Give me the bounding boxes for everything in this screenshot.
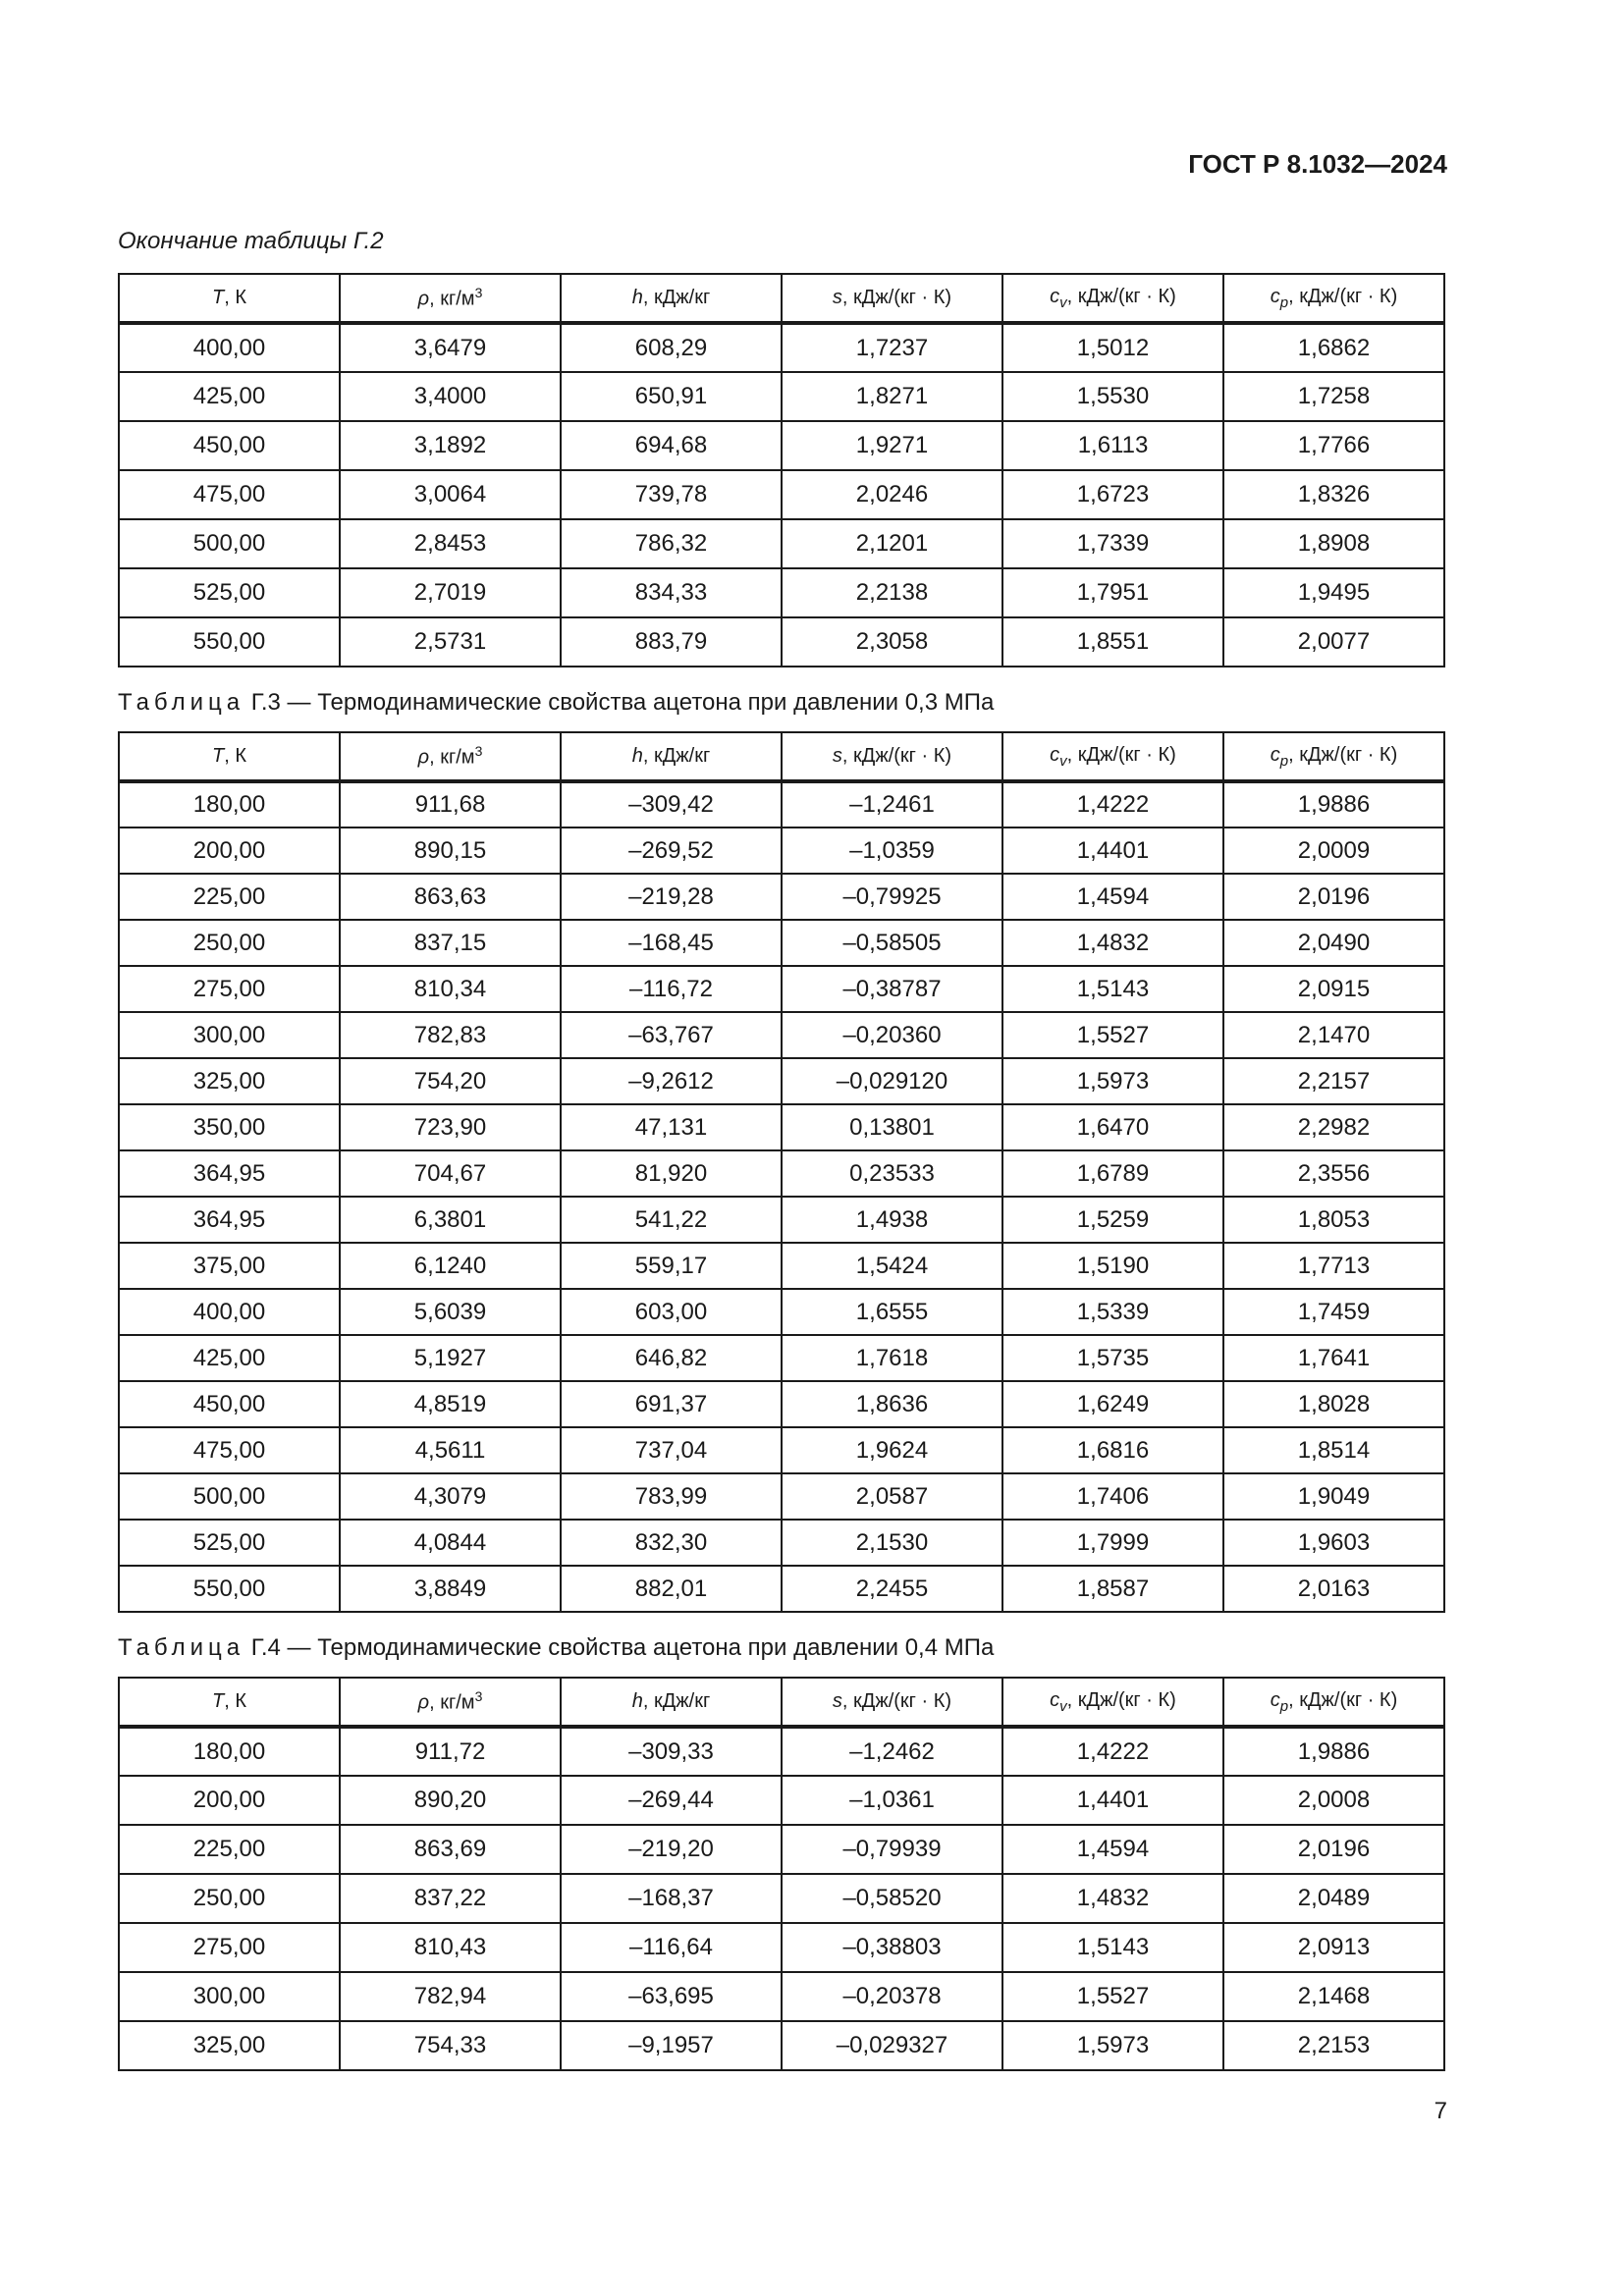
table-cell: 782,83 <box>340 1012 561 1058</box>
table-row <box>119 1972 1444 2021</box>
table-cell: 1,6249 <box>1002 1381 1223 1427</box>
table-cell: 911,72 <box>340 1727 561 1776</box>
table-g4-caption <box>118 1634 994 1662</box>
table-cell: 1,6789 <box>1002 1150 1223 1197</box>
table-cell: 4,5611 <box>340 1427 561 1473</box>
table-cell: 3,4000 <box>340 372 561 421</box>
table-cell: 525,00 <box>119 1520 340 1566</box>
column-header: h, кДж/кг <box>561 274 782 323</box>
column-header: $c_p$, кДж/(кг · К) <box>1223 1678 1444 1727</box>
table-cell: 737,04 <box>561 1427 782 1473</box>
table-cell: 2,0196 <box>1223 1825 1444 1874</box>
table-row <box>119 372 1444 421</box>
table-cell: 2,0587 <box>782 1473 1002 1520</box>
table-cell: 2,2982 <box>1223 1104 1444 1150</box>
table-row <box>119 1243 1444 1289</box>
table-cell: 890,15 <box>340 828 561 874</box>
table-g3 <box>118 731 1445 1613</box>
table-cell: 2,8453 <box>340 519 561 568</box>
table-row <box>119 1012 1444 1058</box>
table-cell: 1,8908 <box>1223 519 1444 568</box>
table-cell: 1,5973 <box>1002 1058 1223 1104</box>
table-cell: 4,8519 <box>340 1381 561 1427</box>
table-cell: 400,00 <box>119 323 340 372</box>
table-row <box>119 1727 1444 1776</box>
table-cell: 2,2157 <box>1223 1058 1444 1104</box>
table-cell: 1,7766 <box>1223 421 1444 470</box>
table-cell: –269,52 <box>561 828 782 874</box>
table-cell: 1,6555 <box>782 1289 1002 1335</box>
table-row <box>119 421 1444 470</box>
table-cell: 1,6862 <box>1223 323 1444 372</box>
table-row <box>119 1825 1444 1874</box>
column-header: s, кДж/(кг · К) <box>782 732 1002 781</box>
table-cell: 1,8028 <box>1223 1381 1444 1427</box>
table-row <box>119 1874 1444 1923</box>
table-cell: –309,33 <box>561 1727 782 1776</box>
table-cell: 180,00 <box>119 1727 340 1776</box>
table-cell: 1,9049 <box>1223 1473 1444 1520</box>
table-cell: –168,37 <box>561 1874 782 1923</box>
table-cell: 2,1530 <box>782 1520 1002 1566</box>
table-cell: 200,00 <box>119 1776 340 1825</box>
column-header: T, К <box>119 1678 340 1727</box>
column-header: $c_v$, кДж/(кг · К) <box>1002 732 1223 781</box>
table-cell: 325,00 <box>119 2021 340 2070</box>
table-cell: 250,00 <box>119 1874 340 1923</box>
table-row <box>119 1381 1444 1427</box>
table-cell: –0,029120 <box>782 1058 1002 1104</box>
table-cell: 1,5012 <box>1002 323 1223 372</box>
table-cell: 1,9886 <box>1223 781 1444 828</box>
table-cell: 1,8551 <box>1002 617 1223 667</box>
table-cell: 1,9603 <box>1223 1520 1444 1566</box>
table-cell: 1,5973 <box>1002 2021 1223 2070</box>
table-cell: 250,00 <box>119 920 340 966</box>
table-cell: 1,8587 <box>1002 1566 1223 1612</box>
table-cell: 5,6039 <box>340 1289 561 1335</box>
table-cell: 81,920 <box>561 1150 782 1197</box>
table-cell: 911,68 <box>340 781 561 828</box>
table-cell: –63,767 <box>561 1012 782 1058</box>
table-cell: –0,79925 <box>782 874 1002 920</box>
table-cell: 786,32 <box>561 519 782 568</box>
table-cell: 475,00 <box>119 470 340 519</box>
table-cell: 783,99 <box>561 1473 782 1520</box>
table-cell: 832,30 <box>561 1520 782 1566</box>
table-cell: 3,0064 <box>340 470 561 519</box>
table-cell: 603,00 <box>561 1289 782 1335</box>
table-row <box>119 874 1444 920</box>
column-header: $c_v$, кДж/(кг · К) <box>1002 1678 1223 1727</box>
table-g3-caption-text: Г.3 — Термодинамические свойства ацетона при давлении 0,3 МПа <box>250 689 995 716</box>
table-cell: 810,43 <box>340 1923 561 1972</box>
table-cell: 375,00 <box>119 1243 340 1289</box>
table-cell: 6,3801 <box>340 1197 561 1243</box>
table-cell: 1,5735 <box>1002 1335 1223 1381</box>
table-cell: 1,4222 <box>1002 781 1223 828</box>
table-cell: 2,2455 <box>782 1566 1002 1612</box>
table-cell: 1,5424 <box>782 1243 1002 1289</box>
table-cell: 1,7459 <box>1223 1289 1444 1335</box>
table-header-row <box>119 274 1444 323</box>
table-cell: 1,7618 <box>782 1335 1002 1381</box>
table-cell: 2,0246 <box>782 470 1002 519</box>
table-cell: 754,33 <box>340 2021 561 2070</box>
table-cell: 739,78 <box>561 470 782 519</box>
table-cell: 225,00 <box>119 874 340 920</box>
table-cell: –0,79939 <box>782 1825 1002 1874</box>
table-cell: 1,4832 <box>1002 920 1223 966</box>
table-cell: 1,5339 <box>1002 1289 1223 1335</box>
table-cell: 608,29 <box>561 323 782 372</box>
table-cell: 3,1892 <box>340 421 561 470</box>
table-row <box>119 323 1444 372</box>
table-cell: –0,58505 <box>782 920 1002 966</box>
table-cell: 1,4222 <box>1002 1727 1223 1776</box>
table-cell: 2,3058 <box>782 617 1002 667</box>
table-row <box>119 1520 1444 1566</box>
table-cell: 1,4594 <box>1002 874 1223 920</box>
table-cell: 837,15 <box>340 920 561 966</box>
table-cell: 364,95 <box>119 1197 340 1243</box>
table-cell: 1,5143 <box>1002 1923 1223 1972</box>
table-cell: 300,00 <box>119 1972 340 2021</box>
table-cell: 475,00 <box>119 1427 340 1473</box>
table-cell: 2,1201 <box>782 519 1002 568</box>
table-cell: 1,6816 <box>1002 1427 1223 1473</box>
table-cell: 2,0489 <box>1223 1874 1444 1923</box>
table-cell: 1,9271 <box>782 421 1002 470</box>
table-cell: 1,5259 <box>1002 1197 1223 1243</box>
table-row <box>119 1427 1444 1473</box>
table-cell: 723,90 <box>340 1104 561 1150</box>
table-cell: 500,00 <box>119 1473 340 1520</box>
page-number: 7 <box>1434 2098 1447 2124</box>
table-cell: –219,20 <box>561 1825 782 1874</box>
table-row <box>119 1289 1444 1335</box>
table-cell: –0,38803 <box>782 1923 1002 1972</box>
column-header: s, кДж/(кг · К) <box>782 274 1002 323</box>
table-cell: 2,0008 <box>1223 1776 1444 1825</box>
table-cell: 5,1927 <box>340 1335 561 1381</box>
table-cell: 1,7258 <box>1223 372 1444 421</box>
table-cell: 883,79 <box>561 617 782 667</box>
table-cell: 2,5731 <box>340 617 561 667</box>
table-cell: 3,6479 <box>340 323 561 372</box>
table-cell: 4,0844 <box>340 1520 561 1566</box>
table-cell: 1,4938 <box>782 1197 1002 1243</box>
column-header: h, кДж/кг <box>561 1678 782 1727</box>
table-cell: 500,00 <box>119 519 340 568</box>
table-cell: –0,20360 <box>782 1012 1002 1058</box>
table-cell: 1,6113 <box>1002 421 1223 470</box>
table-cell: 2,1470 <box>1223 1012 1444 1058</box>
table-cell: –0,38787 <box>782 966 1002 1012</box>
table-cell: 350,00 <box>119 1104 340 1150</box>
table-cell: 1,7406 <box>1002 1473 1223 1520</box>
table-cell: 425,00 <box>119 372 340 421</box>
table-cell: 550,00 <box>119 1566 340 1612</box>
table-cell: 325,00 <box>119 1058 340 1104</box>
table-cell: –116,64 <box>561 1923 782 1972</box>
table-cell: 180,00 <box>119 781 340 828</box>
table-row <box>119 1473 1444 1520</box>
table-cell: 450,00 <box>119 421 340 470</box>
table-cell: 782,94 <box>340 1972 561 2021</box>
table-cell: 1,8053 <box>1223 1197 1444 1243</box>
table-cell: 275,00 <box>119 1923 340 1972</box>
table-g2 <box>118 273 1445 667</box>
table-cell: 400,00 <box>119 1289 340 1335</box>
table-row <box>119 2021 1444 2070</box>
table-cell: 425,00 <box>119 1335 340 1381</box>
table-cell: 300,00 <box>119 1012 340 1058</box>
table-cell: 2,0196 <box>1223 874 1444 920</box>
table-cell: 1,8271 <box>782 372 1002 421</box>
table-cell: 1,9624 <box>782 1427 1002 1473</box>
table-cell: 2,0077 <box>1223 617 1444 667</box>
table-cell: –1,2462 <box>782 1727 1002 1776</box>
table-cell: –1,0361 <box>782 1776 1002 1825</box>
column-header: s, кДж/(кг · К) <box>782 1678 1002 1727</box>
table-cell: 1,8636 <box>782 1381 1002 1427</box>
column-header: $c_v$, кДж/(кг · К) <box>1002 274 1223 323</box>
table-g4 <box>118 1677 1445 2071</box>
table-cell: 1,5190 <box>1002 1243 1223 1289</box>
table-cell: 1,4401 <box>1002 1776 1223 1825</box>
table-cell: 691,37 <box>561 1381 782 1427</box>
table-cell: 4,3079 <box>340 1473 561 1520</box>
table-cell: 3,8849 <box>340 1566 561 1612</box>
table-cell: 754,20 <box>340 1058 561 1104</box>
table-cell: 1,4594 <box>1002 1825 1223 1874</box>
table-row <box>119 1776 1444 1825</box>
table-cell: –168,45 <box>561 920 782 966</box>
table-row <box>119 781 1444 828</box>
column-header: ρ, $кг/м^3$ <box>340 274 561 323</box>
table-row <box>119 617 1444 667</box>
table-cell: 2,7019 <box>340 568 561 617</box>
table-row <box>119 568 1444 617</box>
table-cell: 1,4832 <box>1002 1874 1223 1923</box>
table-cell: 1,5527 <box>1002 1972 1223 2021</box>
table-g3-caption-label: Таблица <box>118 689 245 716</box>
table-row <box>119 1058 1444 1104</box>
table-row <box>119 920 1444 966</box>
table-row <box>119 1923 1444 1972</box>
table-cell: 1,8326 <box>1223 470 1444 519</box>
table-cell: 1,7339 <box>1002 519 1223 568</box>
table-cell: 1,4401 <box>1002 828 1223 874</box>
table-row <box>119 1197 1444 1243</box>
table-cell: 559,17 <box>561 1243 782 1289</box>
column-header: $c_p$, кДж/(кг · К) <box>1223 732 1444 781</box>
table-cell: 2,0163 <box>1223 1566 1444 1612</box>
table-row <box>119 519 1444 568</box>
table-cell: 1,5527 <box>1002 1012 1223 1058</box>
table-header-row <box>119 1678 1444 1727</box>
column-header: T, К <box>119 732 340 781</box>
table-g4-caption-text: Г.4 — Термодинамические свойства ацетона при давлении 0,4 МПа <box>250 1634 995 1661</box>
table-cell: 1,6723 <box>1002 470 1223 519</box>
table-cell: 2,0915 <box>1223 966 1444 1012</box>
table-cell: –269,44 <box>561 1776 782 1825</box>
column-header: T, К <box>119 274 340 323</box>
table-cell: –1,2461 <box>782 781 1002 828</box>
table-row <box>119 1566 1444 1612</box>
table-cell: 863,63 <box>340 874 561 920</box>
table-cell: 200,00 <box>119 828 340 874</box>
table-cell: –0,20378 <box>782 1972 1002 2021</box>
table-cell: –0,58520 <box>782 1874 1002 1923</box>
table-cell: 275,00 <box>119 966 340 1012</box>
table-cell: 882,01 <box>561 1566 782 1612</box>
table-row <box>119 1104 1444 1150</box>
table-cell: 450,00 <box>119 1381 340 1427</box>
table-cell: 837,22 <box>340 1874 561 1923</box>
table-cell: 2,1468 <box>1223 1972 1444 2021</box>
table-cell: 1,7999 <box>1002 1520 1223 1566</box>
table-cell: 2,2153 <box>1223 2021 1444 2070</box>
table-row <box>119 1150 1444 1197</box>
table-g4-caption-label: Таблица <box>118 1634 245 1661</box>
table-cell: 1,7237 <box>782 323 1002 372</box>
column-header: $c_p$, кДж/(кг · К) <box>1223 274 1444 323</box>
table-row <box>119 966 1444 1012</box>
table-cell: 541,22 <box>561 1197 782 1243</box>
column-header: ρ, $кг/м^3$ <box>340 732 561 781</box>
table-cell: 47,131 <box>561 1104 782 1150</box>
table-cell: 550,00 <box>119 617 340 667</box>
table-cell: –1,0359 <box>782 828 1002 874</box>
table-cell: 1,7713 <box>1223 1243 1444 1289</box>
table-cell: 1,9886 <box>1223 1727 1444 1776</box>
table-cell: 694,68 <box>561 421 782 470</box>
table-cell: –9,1957 <box>561 2021 782 2070</box>
table-cell: –116,72 <box>561 966 782 1012</box>
table-cell: 1,7951 <box>1002 568 1223 617</box>
table-row <box>119 470 1444 519</box>
table-cell: 1,5530 <box>1002 372 1223 421</box>
table-row <box>119 1335 1444 1381</box>
column-header: h, кДж/кг <box>561 732 782 781</box>
table-cell: 1,6470 <box>1002 1104 1223 1150</box>
table-cell: 225,00 <box>119 1825 340 1874</box>
table-row <box>119 828 1444 874</box>
table-cell: 0,13801 <box>782 1104 1002 1150</box>
table-cell: –219,28 <box>561 874 782 920</box>
document-code: ГОСТ Р 8.1032—2024 <box>1188 149 1447 179</box>
column-header: ρ, $кг/м^3$ <box>340 1678 561 1727</box>
table-cell: –0,029327 <box>782 2021 1002 2070</box>
table-cell: 1,9495 <box>1223 568 1444 617</box>
table-cell: –63,695 <box>561 1972 782 2021</box>
table-cell: 646,82 <box>561 1335 782 1381</box>
table-header-row <box>119 732 1444 781</box>
table-cell: 650,91 <box>561 372 782 421</box>
table-cell: 704,67 <box>340 1150 561 1197</box>
table-cell: 810,34 <box>340 966 561 1012</box>
table-cell: 525,00 <box>119 568 340 617</box>
table-cell: 1,8514 <box>1223 1427 1444 1473</box>
table-cell: 364,95 <box>119 1150 340 1197</box>
table-cell: 0,23533 <box>782 1150 1002 1197</box>
table-cell: 1,5143 <box>1002 966 1223 1012</box>
table-cell: 2,0913 <box>1223 1923 1444 1972</box>
table-cell: 890,20 <box>340 1776 561 1825</box>
table-cell: 2,0009 <box>1223 828 1444 874</box>
table-cell: 1,7641 <box>1223 1335 1444 1381</box>
table-cell: –9,2612 <box>561 1058 782 1104</box>
table-g2-caption: Окончание таблицы Г.2 <box>118 228 384 254</box>
table-g3-caption <box>118 689 994 717</box>
table-cell: 2,0490 <box>1223 920 1444 966</box>
table-cell: –309,42 <box>561 781 782 828</box>
table-cell: 2,2138 <box>782 568 1002 617</box>
table-cell: 834,33 <box>561 568 782 617</box>
table-cell: 2,3556 <box>1223 1150 1444 1197</box>
table-cell: 863,69 <box>340 1825 561 1874</box>
table-cell: 6,1240 <box>340 1243 561 1289</box>
